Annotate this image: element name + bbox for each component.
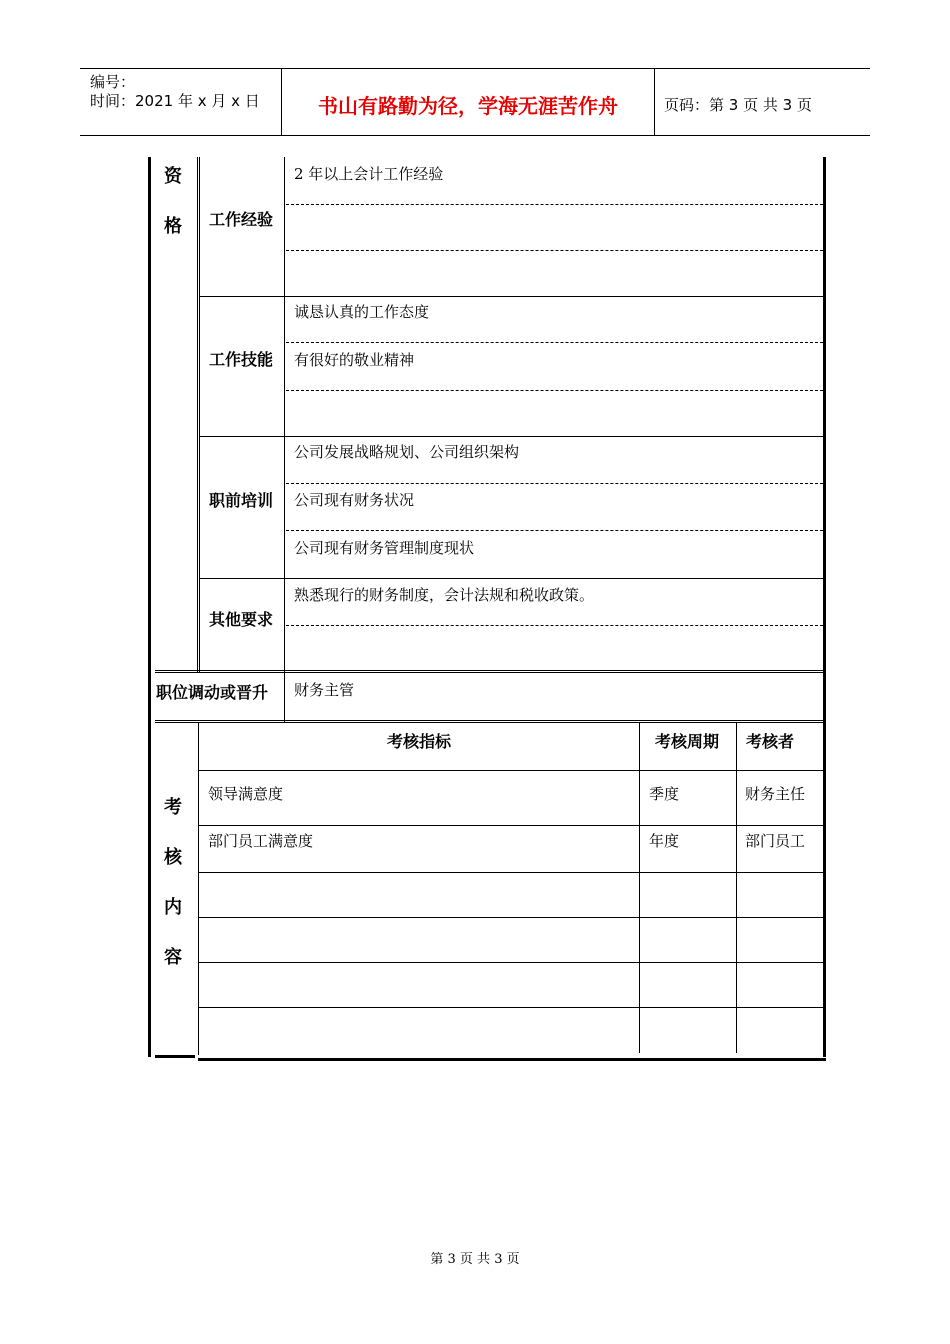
assessment-row-assessor: 财务主任 [745,785,806,803]
row-divider [199,578,823,579]
table-bottom-border [155,1055,195,1058]
assessment-header-period: 考核周期 [655,732,720,751]
dashed-separator [286,250,823,251]
row-divider [155,670,823,671]
header-page-info: 页码：第 3 页 共 3 页 [664,96,812,114]
table-left-border [148,157,151,1057]
training-line: 公司发展战略规划、公司组织架构 [294,443,520,461]
header-top-rule [80,68,870,69]
row-divider [199,825,823,826]
page-footer: 第 3 页 共 3 页 [430,1252,520,1267]
assessment-side-char: 容 [164,947,182,968]
training-line: 公司现有财务管理制度现状 [294,539,475,557]
row-divider [199,917,823,918]
row-divider [155,720,823,721]
assessment-row-indicator: 领导满意度 [208,785,284,803]
doc-time-label: 时间：2021 年 x 月 x 日 [90,92,260,110]
col-divider [639,722,640,1053]
training-label: 职前培训 [209,491,274,510]
dashed-separator [286,342,823,343]
skills-line: 诚恳认真的工作态度 [294,303,430,321]
row-divider [199,1007,823,1008]
row-divider [199,872,823,873]
skills-line: 有很好的敬业精神 [294,351,415,369]
assessment-row-indicator: 部门员工满意度 [208,832,314,850]
col-divider [198,722,199,1055]
experience-line: 2 年以上会计工作经验 [294,165,444,183]
promotion-value: 财务主管 [294,681,355,699]
qualification-side-char: 资 [164,166,182,187]
row-divider [199,770,823,771]
dashed-separator [286,204,823,205]
col-divider [736,722,737,1053]
col-divider [284,157,285,722]
other-line: 熟悉现行的财务制度，会计法规和税收政策。 [294,586,595,604]
assessment-row-period: 季度 [649,785,680,803]
row-divider [155,672,823,673]
dashed-separator [286,530,823,531]
assessment-header-indicator: 考核指标 [386,732,451,751]
row-divider [199,296,823,297]
header-slogan: 书山有路勤为径，学海无涯苦作舟 [318,94,618,118]
doc-code-label: 编号： [90,73,136,91]
row-divider [155,722,823,723]
table-bottom-border [198,1058,826,1061]
dashed-separator [286,390,823,391]
dashed-separator [286,483,823,484]
assessment-row-period: 年度 [649,832,680,850]
promotion-label: 职位调动或晋升 [156,683,269,702]
training-line: 公司现有财务状况 [294,491,415,509]
assessment-side-char: 内 [164,897,182,918]
assessment-header-assessor: 考核者 [746,732,795,751]
experience-label: 工作经验 [209,210,274,229]
header-divider [654,68,655,135]
skills-label: 工作技能 [209,350,274,369]
table-right-border [823,157,826,1057]
row-divider [199,436,823,437]
assessment-side-char: 核 [164,847,182,868]
header-bottom-rule [80,135,870,136]
assessment-row-assessor: 部门员工 [745,832,806,850]
row-divider [199,962,823,963]
other-label: 其他要求 [209,610,274,629]
qualification-side-char: 格 [164,216,182,237]
assessment-side-char: 考 [164,797,182,818]
dashed-separator [286,625,823,626]
